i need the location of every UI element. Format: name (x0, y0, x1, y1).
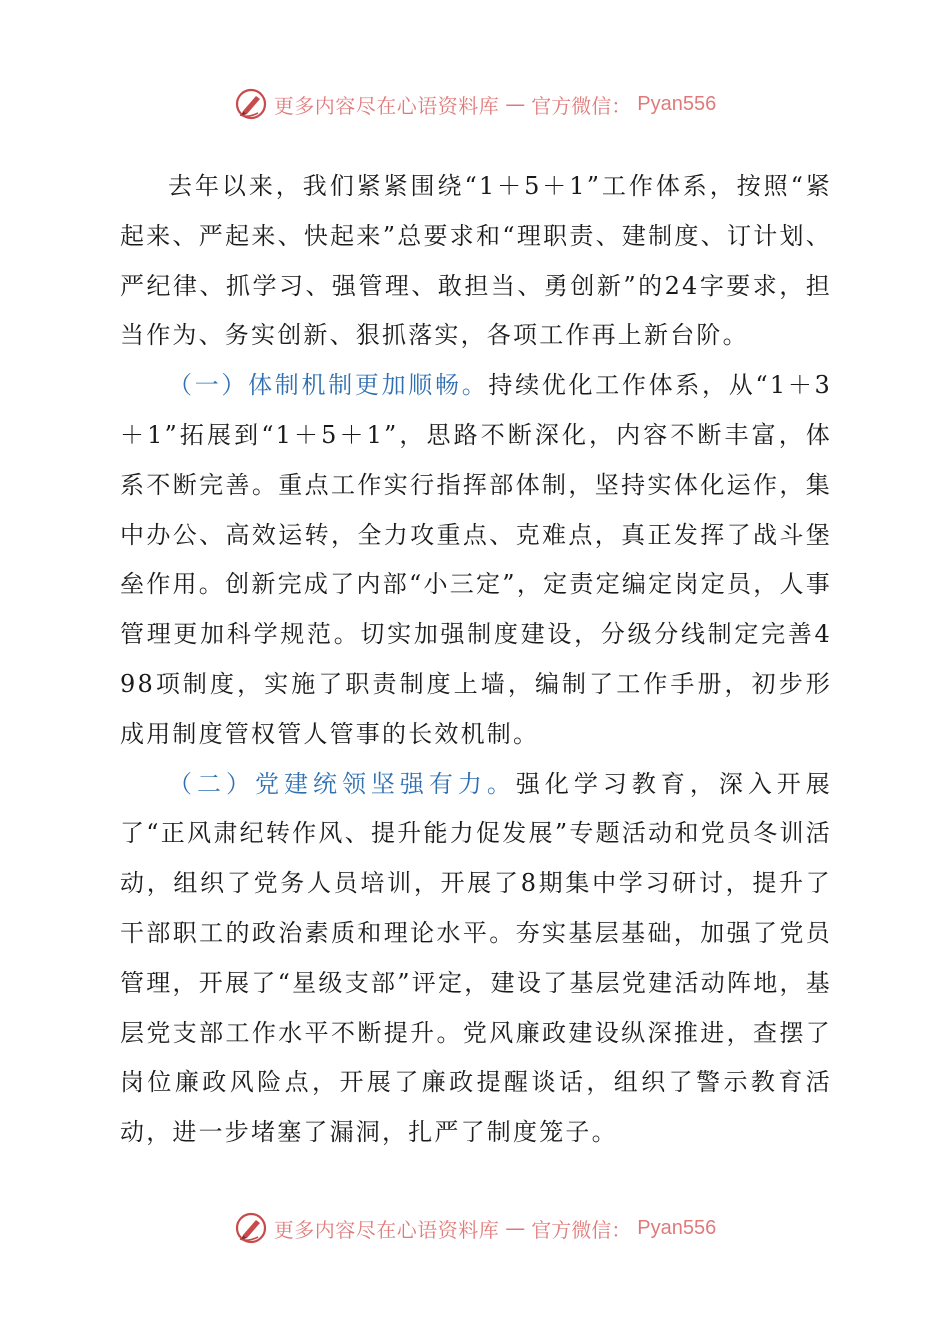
watermark-separator: — (505, 1216, 526, 1240)
watermark-header (0, 84, 950, 124)
watermark-wechat-label: 官方微信： (531, 1217, 632, 1242)
watermark-text: 更多内容尽在心语资料库 (273, 1217, 500, 1242)
section-body-1: 持续优化工作体系，从“1＋3＋1”拓展到“1＋5＋1”，思路不断深化，内容不断丰富，体系不断完善。重点工作实行指挥部体制，坚持实体化运作，集中办公、高效运转，全力攻重点、克难点，真正发挥了战斗堡垒作用。创新完成了内部“小三定”，定责定编定岗定员，人事管理更加科学规范。切实加强制度建设，分级分线制定完善498项制度，实施了职责制度上墙，编制了工作手册，初步形成用制度管权管人管事的长效机制。 (120, 371, 833, 748)
section-heading-2: （二）党建统领坚强有力。 (168, 769, 516, 798)
watermark-wechat-label: 官方微信： (531, 93, 632, 118)
section-body-2: 强化学习教育，深入开展了“正风肃纪转作风、提升能力促发展”专题活动和党员冬训活动，组织了党务人员培训，开展了8期集中学习研讨，提升了干部职工的政治素质和理论水平。夯实基层基础，加强了党员管理，开展了“星级支部”评定，建设了基层党建活动阵地，基层党支部工作水平不断提升。党风廉政建设纵深推进，查摆了岗位廉政风险点，开展了廉政提醒谈话，组织了警示教育活动，进一步堵塞了漏洞，扎严了制度笼子。 (120, 769, 832, 1147)
pen-seal-logo-icon (234, 87, 268, 121)
watermark-separator: — (505, 92, 526, 116)
section-paragraph-2 (120, 760, 832, 1158)
section-paragraph-1 (120, 361, 832, 759)
watermark-wechat-id: Pyan556 (637, 1216, 717, 1239)
document-body (120, 162, 832, 1158)
watermark-text: 更多内容尽在心语资料库 (273, 93, 500, 118)
watermark-footer (0, 1208, 950, 1248)
intro-paragraph: 去年以来，我们紧紧围绕“1＋5＋1”工作体系，按照“紧起来、严起来、快起来”总要求和“理职责、建制度、订计划、严纪律、抓学习、强管理、敢担当、勇创新”的24字要求，担当作为、务实创新、狠抓落实，各项工作再上新台阶。 (120, 172, 832, 350)
section-heading-1: （一）体制机制更加顺畅。 (168, 371, 489, 400)
pen-seal-logo-icon (234, 1211, 268, 1245)
watermark-wechat-id: Pyan556 (637, 92, 717, 115)
